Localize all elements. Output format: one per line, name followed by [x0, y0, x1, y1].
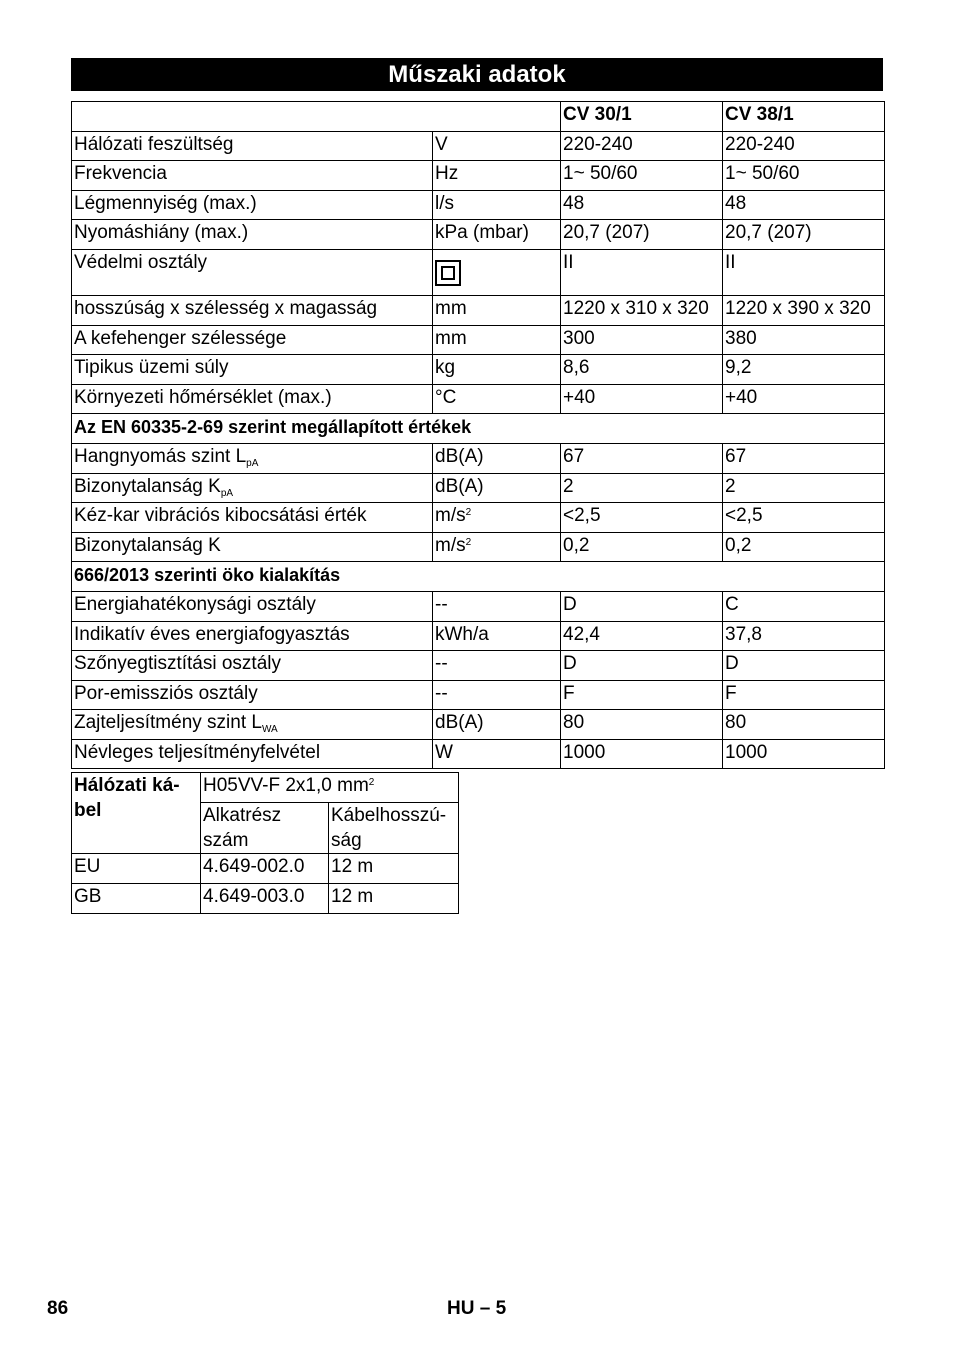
row-label: Energiahatékonysági osztály	[72, 591, 433, 621]
row-value-2: 9,2	[723, 355, 885, 385]
row-value-2: 1~ 50/60	[723, 161, 885, 191]
header-empty-cell	[72, 102, 561, 132]
row-value-2: 0,2	[723, 532, 885, 562]
row-unit: mm	[433, 325, 561, 355]
row-unit: W	[433, 739, 561, 769]
unit-superscript: 2	[465, 536, 472, 548]
row-value-1: 48	[561, 190, 723, 220]
row-value-1: 1~ 50/60	[561, 161, 723, 191]
row-unit: mm	[433, 295, 561, 325]
power-cable-table	[71, 772, 459, 914]
row-unit: dB(A)	[433, 473, 561, 503]
table-row	[72, 355, 885, 385]
row-unit: Hz	[433, 161, 561, 191]
row-label	[72, 710, 433, 740]
table-row	[72, 131, 885, 161]
row-value-2: 380	[723, 325, 885, 355]
label-text: Bizonytalanság K	[74, 475, 221, 497]
row-unit: kWh/a	[433, 621, 561, 651]
row-value-1: D	[561, 651, 723, 681]
row-unit	[433, 249, 561, 295]
row-value-1: D	[561, 591, 723, 621]
cable-part-number: 4.649-003.0	[201, 884, 329, 914]
unit-text: m/s	[435, 534, 466, 556]
cable-region: GB	[72, 884, 201, 914]
row-value-1: 67	[561, 443, 723, 473]
row-unit: kg	[433, 355, 561, 385]
row-unit: kPa (mbar)	[433, 220, 561, 250]
row-value-2: 20,7 (207)	[723, 220, 885, 250]
table-row	[72, 443, 885, 473]
row-unit: l/s	[433, 190, 561, 220]
row-unit: V	[433, 131, 561, 161]
row-unit: dB(A)	[433, 710, 561, 740]
row-value-2: <2,5	[723, 503, 885, 533]
cable-type-row	[72, 773, 459, 803]
row-value-1: 42,4	[561, 621, 723, 651]
table-row	[72, 710, 885, 740]
column-cable-length: Kábelhosszú- ság	[329, 803, 459, 854]
row-value-2: 2	[723, 473, 885, 503]
table-row	[72, 295, 885, 325]
table-row-protection-class	[72, 249, 885, 295]
row-label: Hálózati feszültség	[72, 131, 433, 161]
row-unit: --	[433, 680, 561, 710]
protection-class-ii-icon	[435, 260, 461, 286]
row-value-2: 67	[723, 443, 885, 473]
row-unit: --	[433, 591, 561, 621]
section-footer: HU – 5	[447, 1298, 507, 1319]
row-value-1: 0,2	[561, 532, 723, 562]
row-value-2: D	[723, 651, 885, 681]
header-model-2: CV 38/1	[723, 102, 885, 132]
cable-type-superscript: 2	[368, 777, 375, 788]
row-label: Szőnyegtisztítási osztály	[72, 651, 433, 681]
table-row	[72, 325, 885, 355]
row-label: Kéz-kar vibrációs kibocsátási érték	[72, 503, 433, 533]
row-value-1: 8,6	[561, 355, 723, 385]
row-label: Védelmi osztály	[72, 249, 433, 295]
page-title: Műszaki adatok	[71, 58, 883, 91]
row-value-2: 1220 x 390 x 320	[723, 295, 885, 325]
row-value-2: II	[723, 249, 885, 295]
table-row	[72, 854, 459, 884]
row-value-2: C	[723, 591, 885, 621]
table-row	[72, 161, 885, 191]
row-value-2: 48	[723, 190, 885, 220]
row-value-1: 220-240	[561, 131, 723, 161]
row-value-1: <2,5	[561, 503, 723, 533]
table-row	[72, 220, 885, 250]
cable-length: 12 m	[329, 854, 459, 884]
row-value-1: 300	[561, 325, 723, 355]
table-row	[72, 680, 885, 710]
row-label: Nyomáshiány (max.)	[72, 220, 433, 250]
cable-region: EU	[72, 854, 201, 884]
row-unit: dB(A)	[433, 443, 561, 473]
cable-type-text: H05VV-F 2x1,0 mm	[203, 775, 369, 796]
row-value-2: 1000	[723, 739, 885, 769]
row-value-2: +40	[723, 384, 885, 414]
row-value-1: 80	[561, 710, 723, 740]
row-value-1: 1220 x 310 x 320	[561, 295, 723, 325]
header-model-1: CV 30/1	[561, 102, 723, 132]
row-label: Por-emissziós osztály	[72, 680, 433, 710]
table-header-row	[72, 102, 885, 132]
table-row	[72, 473, 885, 503]
row-label: Tipikus üzemi súly	[72, 355, 433, 385]
table-row	[72, 621, 885, 651]
label-text: Zajteljesítmény szint L	[74, 712, 262, 734]
page-number: 86	[47, 1298, 69, 1319]
table-row	[72, 190, 885, 220]
row-label	[72, 473, 433, 503]
label-subscript: pA	[246, 457, 259, 469]
table-row	[72, 384, 885, 414]
row-value-1: 2	[561, 473, 723, 503]
row-value-1: 20,7 (207)	[561, 220, 723, 250]
table-row	[72, 651, 885, 681]
row-label: Indikatív éves energiafogyasztás	[72, 621, 433, 651]
row-label: Bizonytalanság K	[72, 532, 433, 562]
row-value-2: 80	[723, 710, 885, 740]
row-unit	[433, 532, 561, 562]
row-value-1: 1000	[561, 739, 723, 769]
table-row	[72, 591, 885, 621]
row-value-1: +40	[561, 384, 723, 414]
row-label: Névleges teljesítményfelvétel	[72, 739, 433, 769]
row-unit	[433, 503, 561, 533]
cable-type	[201, 773, 459, 803]
cable-part-number: 4.649-002.0	[201, 854, 329, 884]
row-label	[72, 443, 433, 473]
unit-text: m/s	[435, 505, 466, 527]
row-label: Környezeti hőmérséklet (max.)	[72, 384, 433, 414]
cable-label: Hálózati ká- bel	[72, 773, 201, 854]
label-text: Hangnyomás szint L	[74, 445, 247, 467]
section-row-en-values	[72, 414, 885, 444]
table-row	[72, 532, 885, 562]
row-value-2: F	[723, 680, 885, 710]
row-value-1: F	[561, 680, 723, 710]
column-part-number: Alkatrész szám	[201, 803, 329, 854]
section-row-eco-design	[72, 562, 885, 592]
row-value-2: 37,8	[723, 621, 885, 651]
row-unit: --	[433, 651, 561, 681]
row-unit: °C	[433, 384, 561, 414]
row-label: A kefehenger szélessége	[72, 325, 433, 355]
section-heading: 666/2013 szerinti öko kialakítás	[72, 562, 885, 592]
row-value-2: 220-240	[723, 131, 885, 161]
row-label: hosszúság x szélesség x magasság	[72, 295, 433, 325]
table-row	[72, 884, 459, 914]
section-heading: Az EN 60335-2-69 szerint megállapított értékek	[72, 414, 885, 444]
technical-data-table	[71, 101, 885, 769]
label-subscript: WA	[261, 724, 278, 736]
row-value-1: II	[561, 249, 723, 295]
table-row	[72, 739, 885, 769]
row-label: Légmennyiség (max.)	[72, 190, 433, 220]
table-row	[72, 503, 885, 533]
label-subscript: pA	[220, 487, 234, 499]
row-label: Frekvencia	[72, 161, 433, 191]
cable-length: 12 m	[329, 884, 459, 914]
unit-superscript: 2	[465, 507, 472, 519]
